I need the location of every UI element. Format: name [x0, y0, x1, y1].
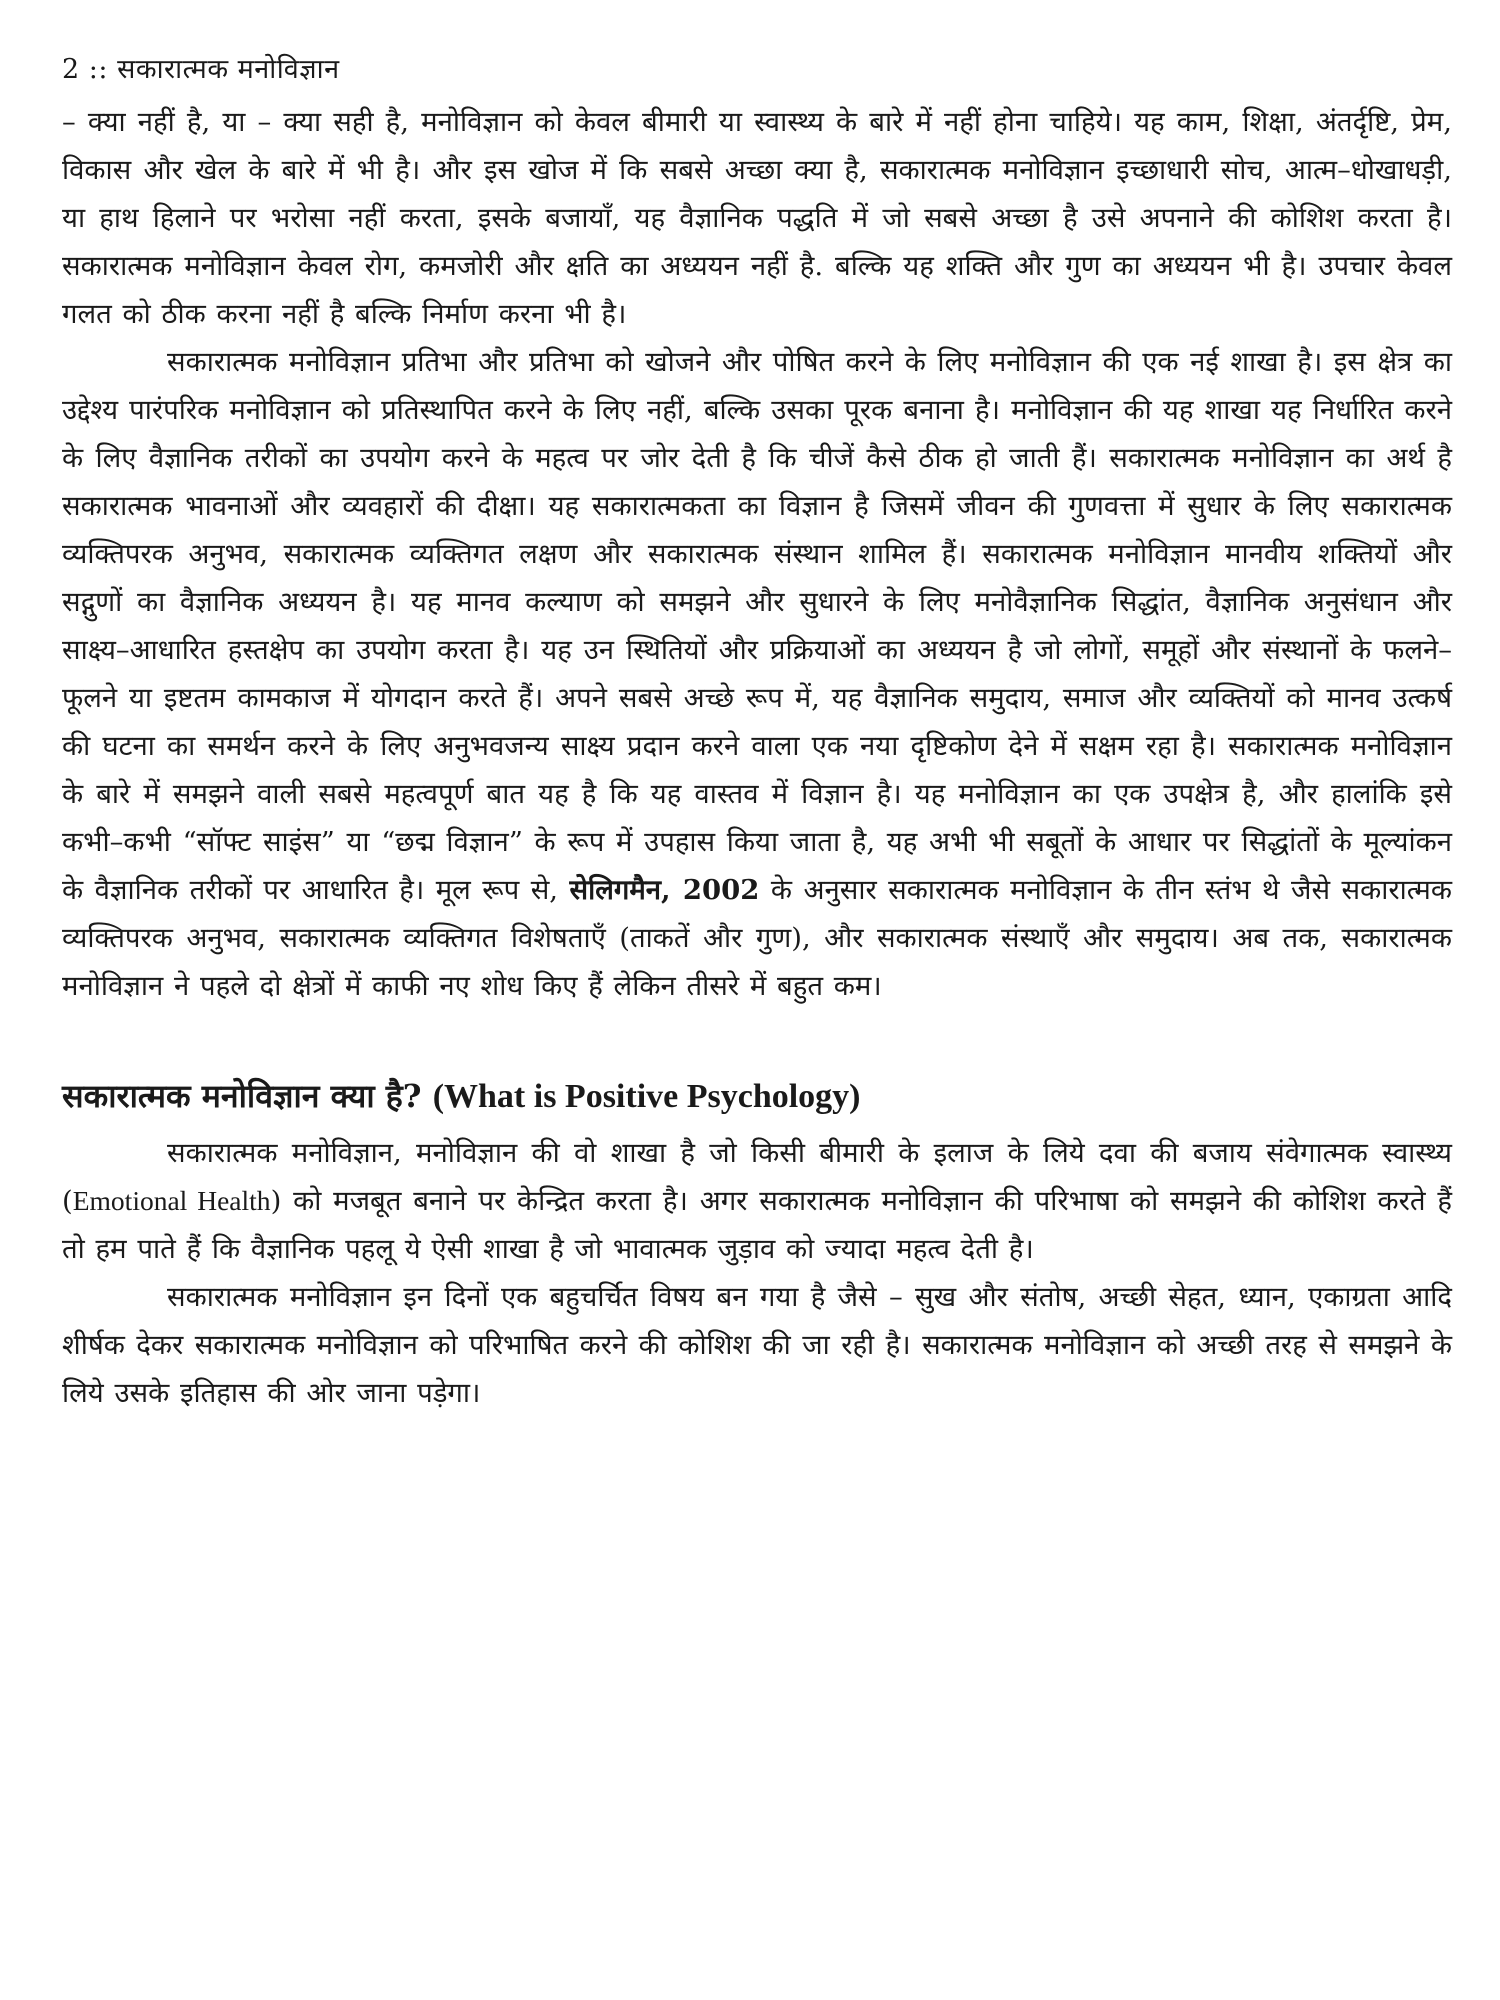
paragraph-continued — [62, 98, 1452, 338]
paragraph-definition — [62, 1129, 1452, 1273]
book-title: सकारात्मक मनोविज्ञान — [117, 54, 340, 85]
paragraph-text: ) को मजबूत बनाने पर केन्द्रित करता है। अगर सकारात्मक मनोविज्ञान की परिभाषा को समझने की कोशिश करते हैं तो हम पाते हैं कि वैज्ञानिक पहलू ये ऐसी शाखा है जो भावात्मक जुड़ाव को ज्यादा महत्व देती है। — [62, 1185, 1452, 1265]
paragraph-popular-topic — [62, 1273, 1452, 1417]
section-heading-english: (What is Positive Psychology) — [432, 1078, 861, 1115]
running-head-separator: :: — [88, 54, 108, 85]
english-term: Emotional Health — [72, 1185, 271, 1216]
page-number: 2 — [62, 54, 80, 85]
section-heading-hindi: सकारात्मक मनोविज्ञान क्या है? — [62, 1077, 422, 1115]
paragraph-text: सकारात्मक मनोविज्ञान, मनोविज्ञान की वो शाखा है जो किसी बीमारी के इलाज के लिये दवा की बजाय संवेगात्मक स्वास्थ्य ( — [62, 1137, 1452, 1217]
paragraph-text: सकारात्मक मनोविज्ञान प्रतिभा और प्रतिभा को खोजने और पोषित करने के लिए मनोविज्ञान की एक नई शाखा है। इस क्षेत्र का उद्देश्य पारंपरिक मनोविज्ञान को प्रतिस्थापित करने के लिए नहीं, बल्कि उसका पूरक बनाना है। मनोविज्ञान की यह शाखा यह निर्धारित करने के लिए वैज्ञानिक तरीकों का उपयोग करने के महत्व पर जोर देती है कि चीजें कैसे ठीक हो जाती हैं। सकारात्मक मनोविज्ञान का अर्थ है सकारात्मक भावनाओं और व्यवहारों की दीक्षा। यह सकारात्मकता का विज्ञान है जिसमें जीवन की गुणवत्ता में सुधार के लिए सकारात्मक व्यक्तिपरक अनुभव, सकारात्मक व्यक्तिगत लक्षण और सकारात्मक संस्थान शामिल हैं। सकारात्मक मनोविज्ञान मानवीय शक्तियों और सद्गुणों का वैज्ञानिक अध्ययन है। यह मानव कल्याण को समझने और सुधारने के लिए मनोवैज्ञानिक सिद्धांत, वैज्ञानिक अनुसंधान और साक्ष्य–आधारित हस्तक्षेप का उपयोग करता है। यह उन स्थितियों और प्रक्रियाओं का अध्ययन है जो लोगों, समूहों और संस्थानों के फलने–फूलने या इष्टतम कामकाज में योगदान करते हैं। अपने सबसे अच्छे रूप में, यह वैज्ञानिक समुदाय, समाज और व्यक्तियों को मानव उत्कर्ष की घटना का समर्थन करने के लिए अनुभवजन्य साक्ष्य प्रदान करने वाला एक नया दृष्टिकोण देने में सक्षम रहा है। सकारात्मक मनोविज्ञान के बारे में समझने वाली सबसे महत्वपूर्ण बात यह है कि यह वास्तव में विज्ञान है। यह मनोविज्ञान का एक उपक्षेत्र है, और हालांकि इसे कभी–कभी “सॉफ्ट साइंस” या “छद्म विज्ञान” के रूप में उपहास किया जाता है, यह अभी भी सबूतों के आधार पर सिद्धांतों के मूल्यांकन के वैज्ञानिक तरीकों पर आधारित है। मूल रूप से, — [62, 346, 1452, 906]
book-page — [62, 50, 1452, 1417]
paragraph-text: सकारात्मक मनोविज्ञान इन दिनों एक बहुचर्चित विषय बन गया है जैसे – सुख और संतोष, अच्छी सेहत, ध्यान, एकाग्रता आदि शीर्षक देकर सकारात्मक मनोविज्ञान को परिभाषित करने की कोशिश की जा रही है। सकारात्मक मनोविज्ञान को अच्छी तरह से समझने के लिये उसके इतिहास की ओर जाना पड़ेगा। — [62, 1281, 1452, 1409]
paragraph-positive-psychology-branch — [62, 338, 1452, 1010]
running-head — [62, 50, 1452, 90]
paragraph-text: के अनुसार सकारात्मक मनोविज्ञान के तीन स्तंभ थे जैसे सकारात्मक व्यक्तिपरक अनुभव, सकारात्मक व्यक्तिगत विशेषताएँ (ताकतें और गुण), और सकारात्मक संस्थाएँ और समुदाय। अब तक, सकारात्मक मनोविज्ञान ने पहले दो क्षेत्रों में काफी नए शोध किए हैं लेकिन तीसरे में बहुत कम। — [62, 874, 1452, 1002]
citation-seligman: सेलिगमैन, 2002 — [569, 874, 760, 906]
paragraph-text: – क्या नहीं है, या – क्या सही है, मनोविज्ञान को केवल बीमारी या स्वास्थ्य के बारे में नहीं होना चाहिये। यह काम, शिक्षा, अंतर्दृष्टि, प्रेम, विकास और खेल के बारे में भी है। और इस खोज में कि सबसे अच्छा क्या है, सकारात्मक मनोविज्ञान इच्छाधारी सोच, आत्म–धोखाधड़ी, या हाथ हिलाने पर भरोसा नहीं करता, इसके बजायाँ, यह वैज्ञानिक पद्धति में जो सबसे अच्छा है उसे अपनाने की कोशिश करता है। सकारात्मक मनोविज्ञान केवल रोग, कमजोरी और क्षति का अध्ययन नहीं है. बल्कि यह शक्ति और गुण का अध्ययन भी है। उपचार केवल गलत को ठीक करना नहीं है बल्कि निर्माण करना भी है। — [62, 106, 1452, 330]
section-heading — [62, 1072, 1452, 1121]
